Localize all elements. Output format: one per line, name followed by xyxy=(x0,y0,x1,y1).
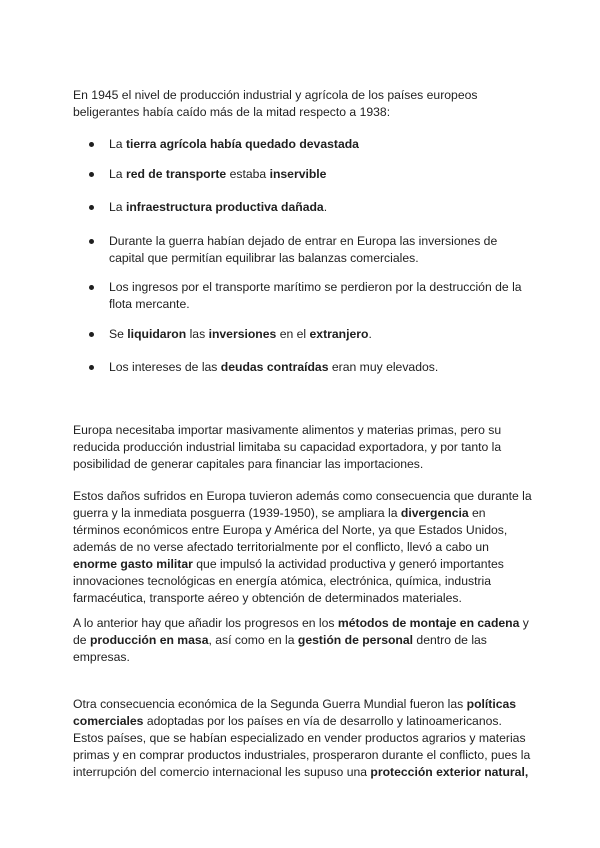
list-item: La infraestructura productiva dañada. xyxy=(73,199,535,216)
paragraph-production-methods: A lo anterior hay que añadir los progresos en los métodos de montaje en cadena y de producción en masa, así como en la gestión de personal dentro de las empresas. xyxy=(73,616,529,664)
list-item: Se liquidaron las inversiones en el extranjero. xyxy=(73,326,535,343)
paragraph-divergence: Estos daños sufridos en Europa tuvieron además como consecuencia que durante la guerra y la inmediata posguerra (1939-1950), se ampliara la divergencia en términos económicos entre Europa y América del Norte, ya que Estados Unidos, además de no verse afectado territorialmente por el conflicto, llevó a cabo un enorme gasto militar que impulsó la actividad productiva y generó importantes innovaciones tecnológicas en energía atómica, electrónica, química, industria farmacéutica, transporte aéreo y obtención de determinados materiales. xyxy=(73,489,532,605)
paragraph-import-needs: Europa necesitaba importar masivamente alimentos y materias primas, pero su reducida producción industrial limitaba su capacidad exportadora, y por tanto la posibilidad de generar capitales para financiar las importaciones. xyxy=(73,423,502,471)
list-item: Los ingresos por el transporte marítimo se perdieron por la destrucción de la flota mercante. xyxy=(73,279,535,313)
intro-paragraph: En 1945 el nivel de producción industrial y agrícola de los países europeos beligerantes había caído más de la mitad respecto a 1938: xyxy=(73,88,478,119)
list-item: La tierra agrícola había quedado devastada xyxy=(73,136,535,153)
list-item: Los intereses de las deudas contraídas eran muy elevados. xyxy=(73,359,535,376)
paragraph-trade-policies: Otra consecuencia económica de la Segunda Guerra Mundial fueron las políticas comerciales adoptadas por los países en vía de desarrollo y latinoamericanos. Estos países, que se habían especializado en vender productos agrarios y materias primas y en comprar productos industriales, prosperaron durante el conflicto, pues la interrupción del comercio internacional les supuso una protección exterior natural, xyxy=(73,697,531,779)
list-item: Durante la guerra habían dejado de entrar en Europa las inversiones de capital que permitían equilibrar las balanzas comerciales. xyxy=(73,233,535,267)
list-item: La red de transporte estaba inservible xyxy=(73,166,535,183)
